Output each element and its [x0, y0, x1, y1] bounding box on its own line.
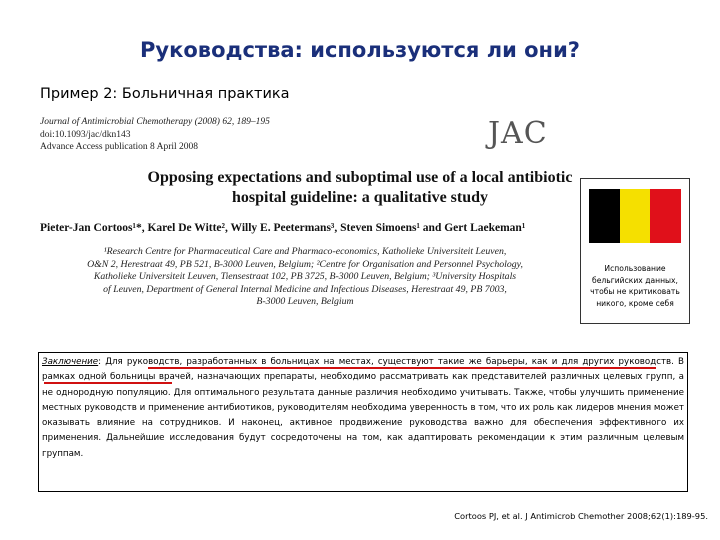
belgian-flag-callout: [580, 178, 690, 324]
highlight-underline: [148, 367, 656, 369]
conclusion-paragraph: [42, 355, 684, 462]
affiliation-line: B-3000 Leuven, Belgium: [256, 296, 354, 308]
doi-line: doi:10.1093/jac/dkn143: [40, 129, 131, 140]
jac-logo: JAC: [488, 116, 548, 151]
publication-line: Advance Access publication 8 April 2008: [40, 142, 199, 152]
paper-authors: Pieter-Jan Cortoos¹*, Karel De Witte², Willy E. Peetermans³, Steven Simoens¹ and Gert Laekeman¹: [40, 222, 526, 234]
conclusion-text: : Для руководств, разработанных в больницах на местах, существуют такие же барьеры, как и для других руководств. В рамках одной больницы врачей, назначающих препараты, необходимо рассматривать как представителей различных целевых групп, а не однородную популяцию. Для оптимального результата данные различия необходимо учитывать. Также, чтобы улучшить применение местных руководств и применение антибиотиков, руководителям необходима уверенность в том, что их роль как лидеров мнения может оказывать влияние на сотрудников. И наконец, активное продвижение руководства важно для обеспечения эффективного их применения. Дальнейшие исследования будут сосредоточены на том, как адаптировать рекомендации к этим различным целевым группам.: [42, 357, 684, 459]
flag-stripe-black: [589, 189, 620, 243]
paper-title-line-1: Opposing expectations and suboptimal use of a local antibiotic: [147, 169, 573, 186]
affiliation-line: O&N 2, Herestraat 49, PB 521, B-3000 Leuven, Belgium; ²Centre for Organisation and Personnel Psychology,: [87, 258, 523, 270]
flag-stripe-red: [650, 189, 681, 243]
paper-title-line-2: hospital guideline: a qualitative study: [231, 189, 489, 206]
citation: Cortoos PJ, et al. J Antimicrob Chemother 2008;62(1):189-95.: [454, 511, 708, 521]
conclusion-box: [38, 352, 688, 492]
affiliation-line: ¹Research Centre for Pharmaceutical Care and Pharmaco-economics, Katholieke Universiteit Leuven,: [103, 246, 507, 257]
flag-stripe-yellow: [620, 189, 651, 243]
affiliation-line: Katholieke Universiteit Leuven, Tiensestraat 102, PB 3725, B-3000 Leuven, Belgium; ³University Hospitals: [93, 271, 517, 283]
conclusion-label: Заключение: [42, 357, 99, 367]
journal-line: Journal of Antimicrobial Chemotherapy (2008) 62, 189–195: [40, 117, 270, 127]
belgian-flag: [589, 189, 681, 243]
flag-caption: Использование бельгийских данных, чтобы не критиковать никого, кроме себя: [590, 264, 680, 308]
paper-affiliations: [50, 246, 560, 309]
paper-reference: [40, 116, 270, 154]
highlight-underline: [44, 382, 172, 384]
slide-title: Руководства: используются ли они?: [140, 38, 580, 62]
slide-subtitle: Пример 2: Больничная практика: [40, 86, 290, 102]
affiliation-line: of Leuven, Department of General Internal Medicine and Infectious Diseases, Herestraat 49, PB 7003,: [103, 283, 507, 295]
